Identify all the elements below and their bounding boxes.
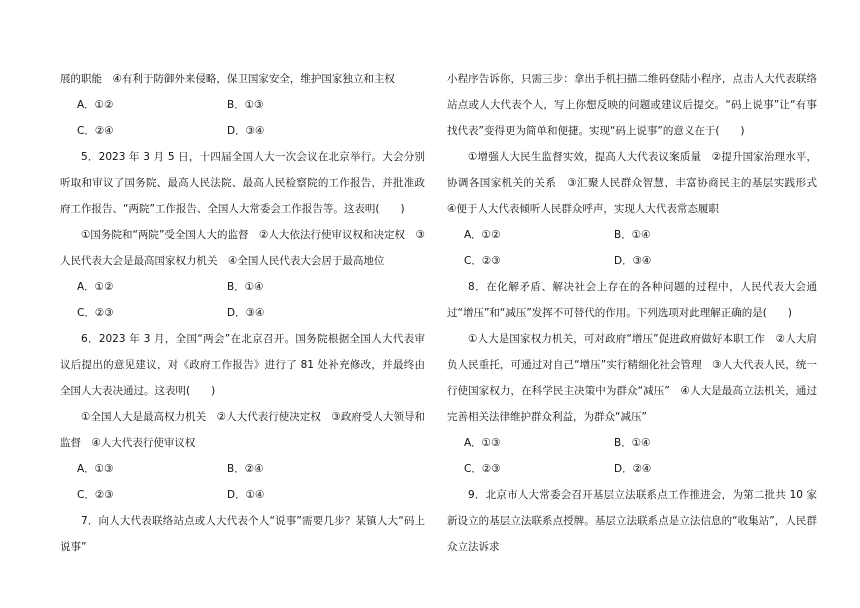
q8-statements: ①人大是国家权力机关，可对政府“增压”促进政府做好本职工作 ②人大肩负人民重托，可通过对自己“增压”实行精细化社会管理 ③人大代表人民，统一行使国家权力，在科学民主决策中为群众“减压” ④人大是最高立法机关，通过完善相关法律维护群众利益，为群众“减压” (447, 333, 817, 423)
option-c: C．②④ (77, 125, 114, 137)
option-a: A．①② (464, 229, 501, 241)
option-a: A．①③ (464, 437, 501, 449)
option-c: C．②③ (77, 307, 114, 319)
q5-stem: 5．2023 年 3 月 5 日，十四届全国人大一次会议在北京举行。大会分别听取和审议了国务院、最高人民法院、最高人民检察院的工作报告，并批准政府工作报告、“两院”工作报告、全国人大常委会工作报告等。这表明( ) (60, 151, 425, 215)
q8-options (447, 430, 817, 482)
option-d: D．③④ (614, 255, 652, 267)
q7-statements: ①增强人大民生监督实效，提高人大代表议案质量 ②提升国家治理水平，协调各国家机关的关系 ③汇聚人民群众智慧，丰富协商民主的基层实践形式 ④便于人大代表倾听人民群众呼声，实现人大代表常态履职 (447, 151, 828, 215)
option-a: A．①② (77, 99, 114, 111)
q6-stem: 6．2023 年 3 月，全国“两会”在北京召开。国务院根据全国人大代表审议后提出的意见建议，对《政府工作报告》进行了 81 处补充修改，并最终由全国人大表决通过。这表明( ) (60, 333, 425, 397)
q8-stem: 8．在化解矛盾、解决社会上存在的各种问题的过程中，人民代表大会通过“增压”和“减压”发挥不可替代的作用。下列选项对此理解正确的是( ) (447, 281, 817, 319)
option-c: C．②③ (464, 255, 501, 267)
left-column (60, 66, 425, 560)
option-c: C．②③ (464, 463, 501, 475)
right-column (447, 66, 828, 560)
option-b: B．①③ (227, 99, 264, 111)
option-d: D．①④ (227, 489, 265, 501)
q9-stem-start: 9．北京市人大常委会召开基层立法联系点工作推进会，为第二批共 10 家新设立的基层立法联系点授牌。基层立法联系点是立法信息的“收集站”，人民群众立法诉求 (447, 489, 817, 553)
option-c: C．②③ (77, 489, 114, 501)
option-b: B．①④ (614, 437, 651, 449)
option-d: D．②④ (614, 463, 652, 475)
option-b: B．①④ (614, 229, 651, 241)
option-a: A．①② (77, 281, 114, 293)
option-d: D．③④ (227, 125, 265, 137)
q7-stem-continued: 小程序告诉你，只需三步：拿出手机扫描二维码登陆小程序，点击人大代表联络站点或人大代表个人，写上你想反映的问题或建议后提交。“码上说事”让“有事找代表”变得更为简单和便捷。实现“码上说事”的意义在于( ) (447, 73, 817, 137)
q4-statement-tail: 展的职能 ④有利于防御外来侵略，保卫国家安全，维护国家独立和主权 (60, 73, 395, 85)
q7-options (447, 222, 817, 274)
option-a: A．①③ (77, 463, 114, 475)
q4-options (60, 92, 425, 144)
option-d: D．③④ (227, 307, 265, 319)
q5-options (60, 274, 425, 326)
q6-statements: ①全国人大是最高权力机关 ②人大代表行使决定权 ③政府受人大领导和监督 ④人大代表行使审议权 (60, 411, 425, 449)
option-b: B．①④ (227, 281, 264, 293)
q7-stem-start: 7．向人大代表联络站点或人大代表个人“说事”需要几步？某镇人大“码上说事” (60, 515, 425, 553)
option-b: B．②④ (227, 463, 264, 475)
q6-options (60, 456, 425, 508)
q5-statements: ①国务院和“两院”受全国人大的监督 ②人大依法行使审议权和决定权 ③人民代表大会是最高国家权力机关 ④全国人民代表大会居于最高地位 (60, 229, 425, 267)
